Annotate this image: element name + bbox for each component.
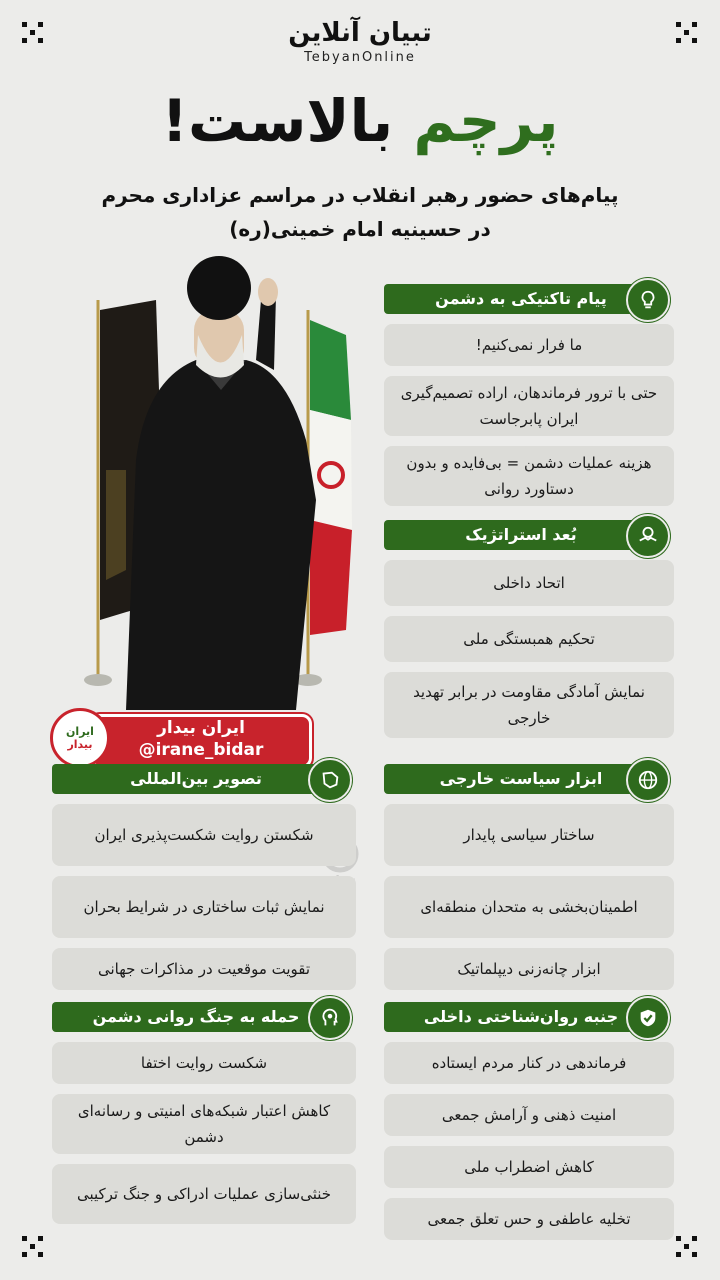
list-item: ما فرار نمی‌کنیم!: [384, 324, 674, 366]
section-title: ابزار سیاست خارجی: [384, 764, 648, 794]
list-item: تقویت موقعیت در مذاکرات جهانی: [52, 948, 356, 990]
list-item: فرماندهی در کنار مردم ایستاده: [384, 1042, 674, 1084]
list-item: خنثی‌سازی عملیات ادراکی و جنگ ترکیبی: [52, 1164, 356, 1224]
headline: [0, 86, 720, 156]
section-psychological-war: [52, 1000, 356, 1234]
list-item: اطمینان‌بخشی به متحدان منطقه‌ای: [384, 876, 674, 938]
headline-word-1: پرچم: [413, 87, 559, 155]
headline-word-2: بالاست!: [161, 87, 394, 155]
list-item: شکست روایت اختفا: [52, 1042, 356, 1084]
channel-badge: [50, 708, 312, 768]
section-header: [384, 518, 670, 552]
section-strategic-dimension: [384, 518, 674, 748]
section-header: [52, 1000, 352, 1034]
list-item: هزینه عملیات دشمن = بی‌فایده و بدون دستاورد روانی: [384, 446, 674, 506]
section-foreign-policy-tool: [384, 762, 674, 1000]
list-item: کاهش اضطراب ملی: [384, 1146, 674, 1188]
list-item: ساختار سیاسی پایدار: [384, 804, 674, 866]
iran-map-icon: [308, 758, 352, 802]
badge-logo-line-2: بیدار: [67, 738, 93, 751]
lightbulb-icon: [626, 278, 670, 322]
section-international-image: [52, 762, 356, 1000]
head-gear-icon: [308, 996, 352, 1040]
badge-banner: [90, 714, 312, 768]
subtitle: [40, 178, 680, 246]
badge-name: ایران بیدار: [157, 718, 245, 738]
subtitle-line-2: در حسینیه امام خمینی(ره): [229, 217, 491, 241]
section-header: [384, 762, 670, 796]
section-internal-psychological: [384, 1000, 674, 1250]
badge-logo-line-1: ایران: [66, 725, 94, 738]
section-title: تصویر بین‌المللی: [52, 764, 330, 794]
badge-logo: [50, 708, 110, 768]
list-item: شکستن روایت شکست‌پذیری ایران: [52, 804, 356, 866]
section-title: حمله به جنگ روانی دشمن: [52, 1002, 330, 1032]
brand-logo: [0, 18, 720, 65]
globe-icon: [626, 758, 670, 802]
list-item: تحکیم همبستگی ملی: [384, 616, 674, 662]
subtitle-line-1: پیام‌های حضور رهبر انقلاب در مراسم عزاداری محرم: [101, 183, 619, 207]
list-item: تخلیه عاطفی و حس تعلق جمعی: [384, 1198, 674, 1240]
shield-check-icon: [626, 996, 670, 1040]
leader-photo: [46, 240, 376, 710]
list-item: نمایش ثبات ساختاری در شرایط بحران: [52, 876, 356, 938]
list-item: اتحاد داخلی: [384, 560, 674, 606]
section-title: جنبه روان‌شناختی داخلی: [384, 1002, 648, 1032]
corner-ornament-bottom-left: [22, 1236, 44, 1258]
list-item: حتی با ترور فرماندهان، اراده تصمیم‌گیری ایران پابرجاست: [384, 376, 674, 436]
section-title: بُعد استراتژیک: [384, 520, 648, 550]
list-item: کاهش اعتبار شبکه‌های امنیتی و رسانه‌ای دشمن: [52, 1094, 356, 1154]
badge-handle: @irane_bidar: [138, 740, 264, 760]
list-item: امنیت ذهنی و آرامش جمعی: [384, 1094, 674, 1136]
section-title: پیام تاکتیکی به دشمن: [384, 284, 648, 314]
list-item: نمایش آمادگی مقاومت در برابر تهدید خارجی: [384, 672, 674, 738]
handshake-gear-icon: [626, 514, 670, 558]
section-tactical-message: [384, 282, 674, 516]
brand-name-en: TebyanOnline: [304, 50, 416, 65]
section-header: [384, 282, 670, 316]
list-item: ابزار چانه‌زنی دیپلماتیک: [384, 948, 674, 990]
section-header: [52, 762, 352, 796]
corner-ornament-bottom-right: [676, 1236, 698, 1258]
section-header: [384, 1000, 670, 1034]
brand-name-fa: تبیان آنلاین: [288, 18, 432, 48]
